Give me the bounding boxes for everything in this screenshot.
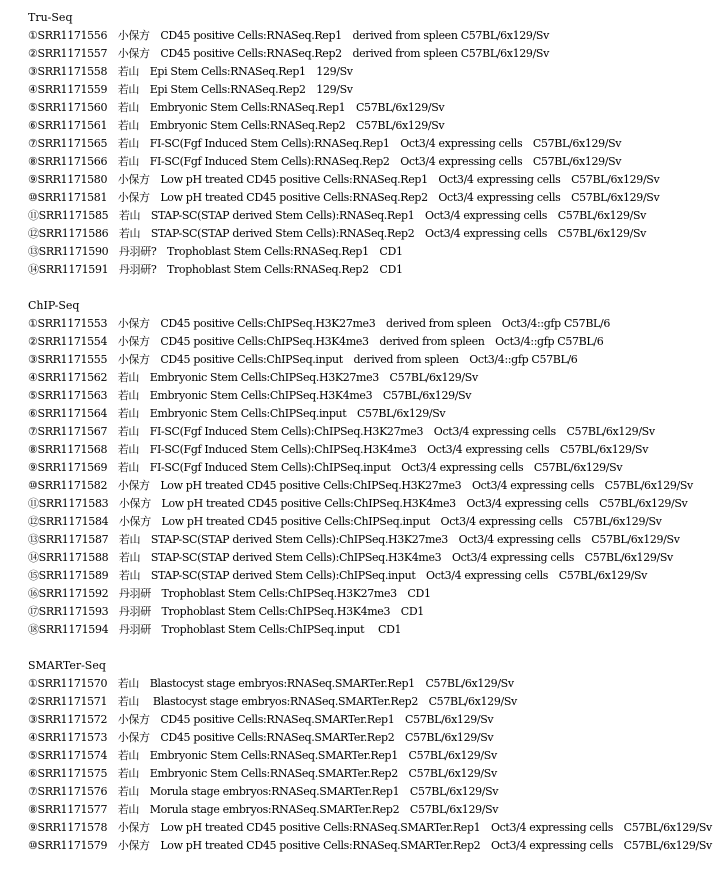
list-item: ⑤SRR1171563 若山 Embryonic Stem Cells:ChIPSeq.H3K4me3 C57BL/6x129/Sv — [28, 389, 472, 402]
list-item: ⑦SRR1171565 若山 FI-SC(Fgf Induced Stem Cells):RNASeq.Rep1 Oct3/4 expressing cells C57BL/6x129/Sv — [28, 137, 622, 150]
list-item: ⑦SRR1171567 若山 FI-SC(Fgf Induced Stem Cells):ChIPSeq.H3K27me3 Oct3/4 expressing cells C57BL/6x129/Sv — [28, 425, 655, 438]
list-item: ④SRR1171573 小保方 CD45 positive Cells:RNASeq.SMARTer.Rep2 C57BL/6x129/Sv — [28, 731, 494, 744]
list-item: ⑥SRR1171561 若山 Embryonic Stem Cells:RNASeq.Rep2 C57BL/6x129/Sv — [28, 119, 445, 132]
list-item: ④SRR1171559 若山 Epi Stem Cells:RNASeq.Rep2 129/Sv — [28, 83, 353, 96]
list-item: ⑨SRR1171578 小保方 Low pH treated CD45 positive Cells:RNASeq.SMARTer.Rep1 Oct3/4 expressing cells C57BL/6x129/Sv — [28, 821, 712, 834]
list-item: ⑩SRR1171581 小保方 Low pH treated CD45 positive Cells:RNASeq.Rep2 Oct3/4 expressing cells C57BL/6x129/Sv — [28, 191, 660, 204]
list-item: ⑨SRR1171580 小保方 Low pH treated CD45 positive Cells:RNASeq.Rep1 Oct3/4 expressing cells C57BL/6x129/Sv — [28, 173, 660, 186]
entry-list — [28, 315, 718, 639]
list-item: ⑱SRR1171594 丹羽研 Trophoblast Stem Cells:ChIPSeq.input CD1 — [28, 623, 402, 636]
entry-list — [28, 27, 718, 279]
list-item: ③SRR1171572 小保方 CD45 positive Cells:RNASeq.SMARTer.Rep1 C57BL/6x129/Sv — [28, 713, 494, 726]
entry-list — [28, 675, 718, 855]
list-item: ②SRR1171554 小保方 CD45 positive Cells:ChIPSeq.H3K4me3 derived from spleen Oct3/4::gfp C57BL/6 — [28, 335, 604, 348]
list-item: ⑦SRR1171576 若山 Morula stage embryos:RNASeq.SMARTer.Rep1 C57BL/6x129/Sv — [28, 785, 499, 798]
list-item: ⑬SRR1171587 若山 STAP-SC(STAP derived Stem Cells):ChIPSeq.H3K27me3 Oct3/4 expressing cells C57BL/6x129/Sv — [28, 533, 680, 546]
list-item: ①SRR1171553 小保方 CD45 positive Cells:ChIPSeq.H3K27me3 derived from spleen Oct3/4::gfp C57BL/6 — [28, 317, 611, 330]
list-item: ⑭SRR1171588 若山 STAP-SC(STAP derived Stem Cells):ChIPSeq.H3K4me3 Oct3/4 expressing cells C57BL/6x129/Sv — [28, 551, 673, 564]
list-item: ①SRR1171556 小保方 CD45 positive Cells:RNASeq.Rep1 derived from spleen C57BL/6x129/Sv — [28, 29, 549, 42]
list-item: ⑧SRR1171566 若山 FI-SC(Fgf Induced Stem Cells):RNASeq.Rep2 Oct3/4 expressing cells C57BL/6x129/Sv — [28, 155, 622, 168]
list-item: ④SRR1171562 若山 Embryonic Stem Cells:ChIPSeq.H3K27me3 C57BL/6x129/Sv — [28, 371, 478, 384]
list-item: ⑫SRR1171586 若山 STAP-SC(STAP derived Stem Cells):RNASeq.Rep2 Oct3/4 expressing cells C57BL/6x129/Sv — [28, 227, 646, 240]
list-item: ⑭SRR1171591 丹羽研? Trophoblast Stem Cells:RNASeq.Rep2 CD1 — [28, 263, 403, 276]
list-item: ⑤SRR1171560 若山 Embryonic Stem Cells:RNASeq.Rep1 C57BL/6x129/Sv — [28, 101, 445, 114]
section-chip-seq — [28, 297, 718, 639]
list-item: ③SRR1171555 小保方 CD45 positive Cells:ChIPSeq.input derived from spleen Oct3/4::gfp C57BL/6 — [28, 353, 578, 366]
list-item: ⑤SRR1171574 若山 Embryonic Stem Cells:RNASeq.SMARTer.Rep1 C57BL/6x129/Sv — [28, 749, 497, 762]
section-heading: Tru-Seq — [28, 11, 73, 24]
list-item: ⑰SRR1171593 丹羽研 Trophoblast Stem Cells:ChIPSeq.H3K4me3 CD1 — [28, 605, 424, 618]
list-item: ⑮SRR1171589 若山 STAP-SC(STAP derived Stem Cells):ChIPSeq.input Oct3/4 expressing cells C57BL/6x129/Sv — [28, 569, 648, 582]
list-item: ⑧SRR1171568 若山 FI-SC(Fgf Induced Stem Cells):ChIPSeq.H3K4me3 Oct3/4 expressing cells C57BL/6x129/Sv — [28, 443, 649, 456]
list-item: ⑩SRR1171579 小保方 Low pH treated CD45 positive Cells:RNASeq.SMARTer.Rep2 Oct3/4 expressing cells C57BL/6x129/Sv — [28, 839, 712, 852]
list-item: ①SRR1171570 若山 Blastocyst stage embryos:RNASeq.SMARTer.Rep1 C57BL/6x129/Sv — [28, 677, 514, 690]
section-heading: ChIP-Seq — [28, 299, 80, 312]
section-smarter-seq — [28, 657, 718, 855]
list-item: ⑬SRR1171590 丹羽研? Trophoblast Stem Cells:RNASeq.Rep1 CD1 — [28, 245, 403, 258]
section-heading: SMARTer-Seq — [28, 659, 106, 672]
list-item: ⑪SRR1171585 若山 STAP-SC(STAP derived Stem Cells):RNASeq.Rep1 Oct3/4 expressing cells C57BL/6x129/Sv — [28, 209, 646, 222]
list-item: ②SRR1171557 小保方 CD45 positive Cells:RNASeq.Rep2 derived from spleen C57BL/6x129/Sv — [28, 47, 549, 60]
list-item: ③SRR1171558 若山 Epi Stem Cells:RNASeq.Rep1 129/Sv — [28, 65, 353, 78]
list-item: ⑪SRR1171583 小保方 Low pH treated CD45 positive Cells:ChIPSeq.H3K4me3 Oct3/4 expressing cells C57BL/6x129/Sv — [28, 497, 688, 510]
list-item: ⑥SRR1171564 若山 Embryonic Stem Cells:ChIPSeq.input C57BL/6x129/Sv — [28, 407, 446, 420]
document-body — [28, 9, 718, 873]
list-item: ⑩SRR1171582 小保方 Low pH treated CD45 positive Cells:ChIPSeq.H3K27me3 Oct3/4 expressing cells C57BL/6x129/Sv — [28, 479, 693, 492]
list-item: ⑯SRR1171592 丹羽研 Trophoblast Stem Cells:ChIPSeq.H3K27me3 CD1 — [28, 587, 431, 600]
list-item: ⑨SRR1171569 若山 FI-SC(Fgf Induced Stem Cells):ChIPSeq.input Oct3/4 expressing cells C57BL/6x129/Sv — [28, 461, 623, 474]
list-item: ⑫SRR1171584 小保方 Low pH treated CD45 positive Cells:ChIPSeq.input Oct3/4 expressing cells C57BL/6x129/Sv — [28, 515, 662, 528]
section-tru-seq — [28, 9, 718, 279]
list-item: ②SRR1171571 若山 Blastocyst stage embryos:RNASeq.SMARTer.Rep2 C57BL/6x129/Sv — [28, 695, 517, 708]
list-item: ⑧SRR1171577 若山 Morula stage embryos:RNASeq.SMARTer.Rep2 C57BL/6x129/Sv — [28, 803, 499, 816]
list-item: ⑥SRR1171575 若山 Embryonic Stem Cells:RNASeq.SMARTer.Rep2 C57BL/6x129/Sv — [28, 767, 497, 780]
